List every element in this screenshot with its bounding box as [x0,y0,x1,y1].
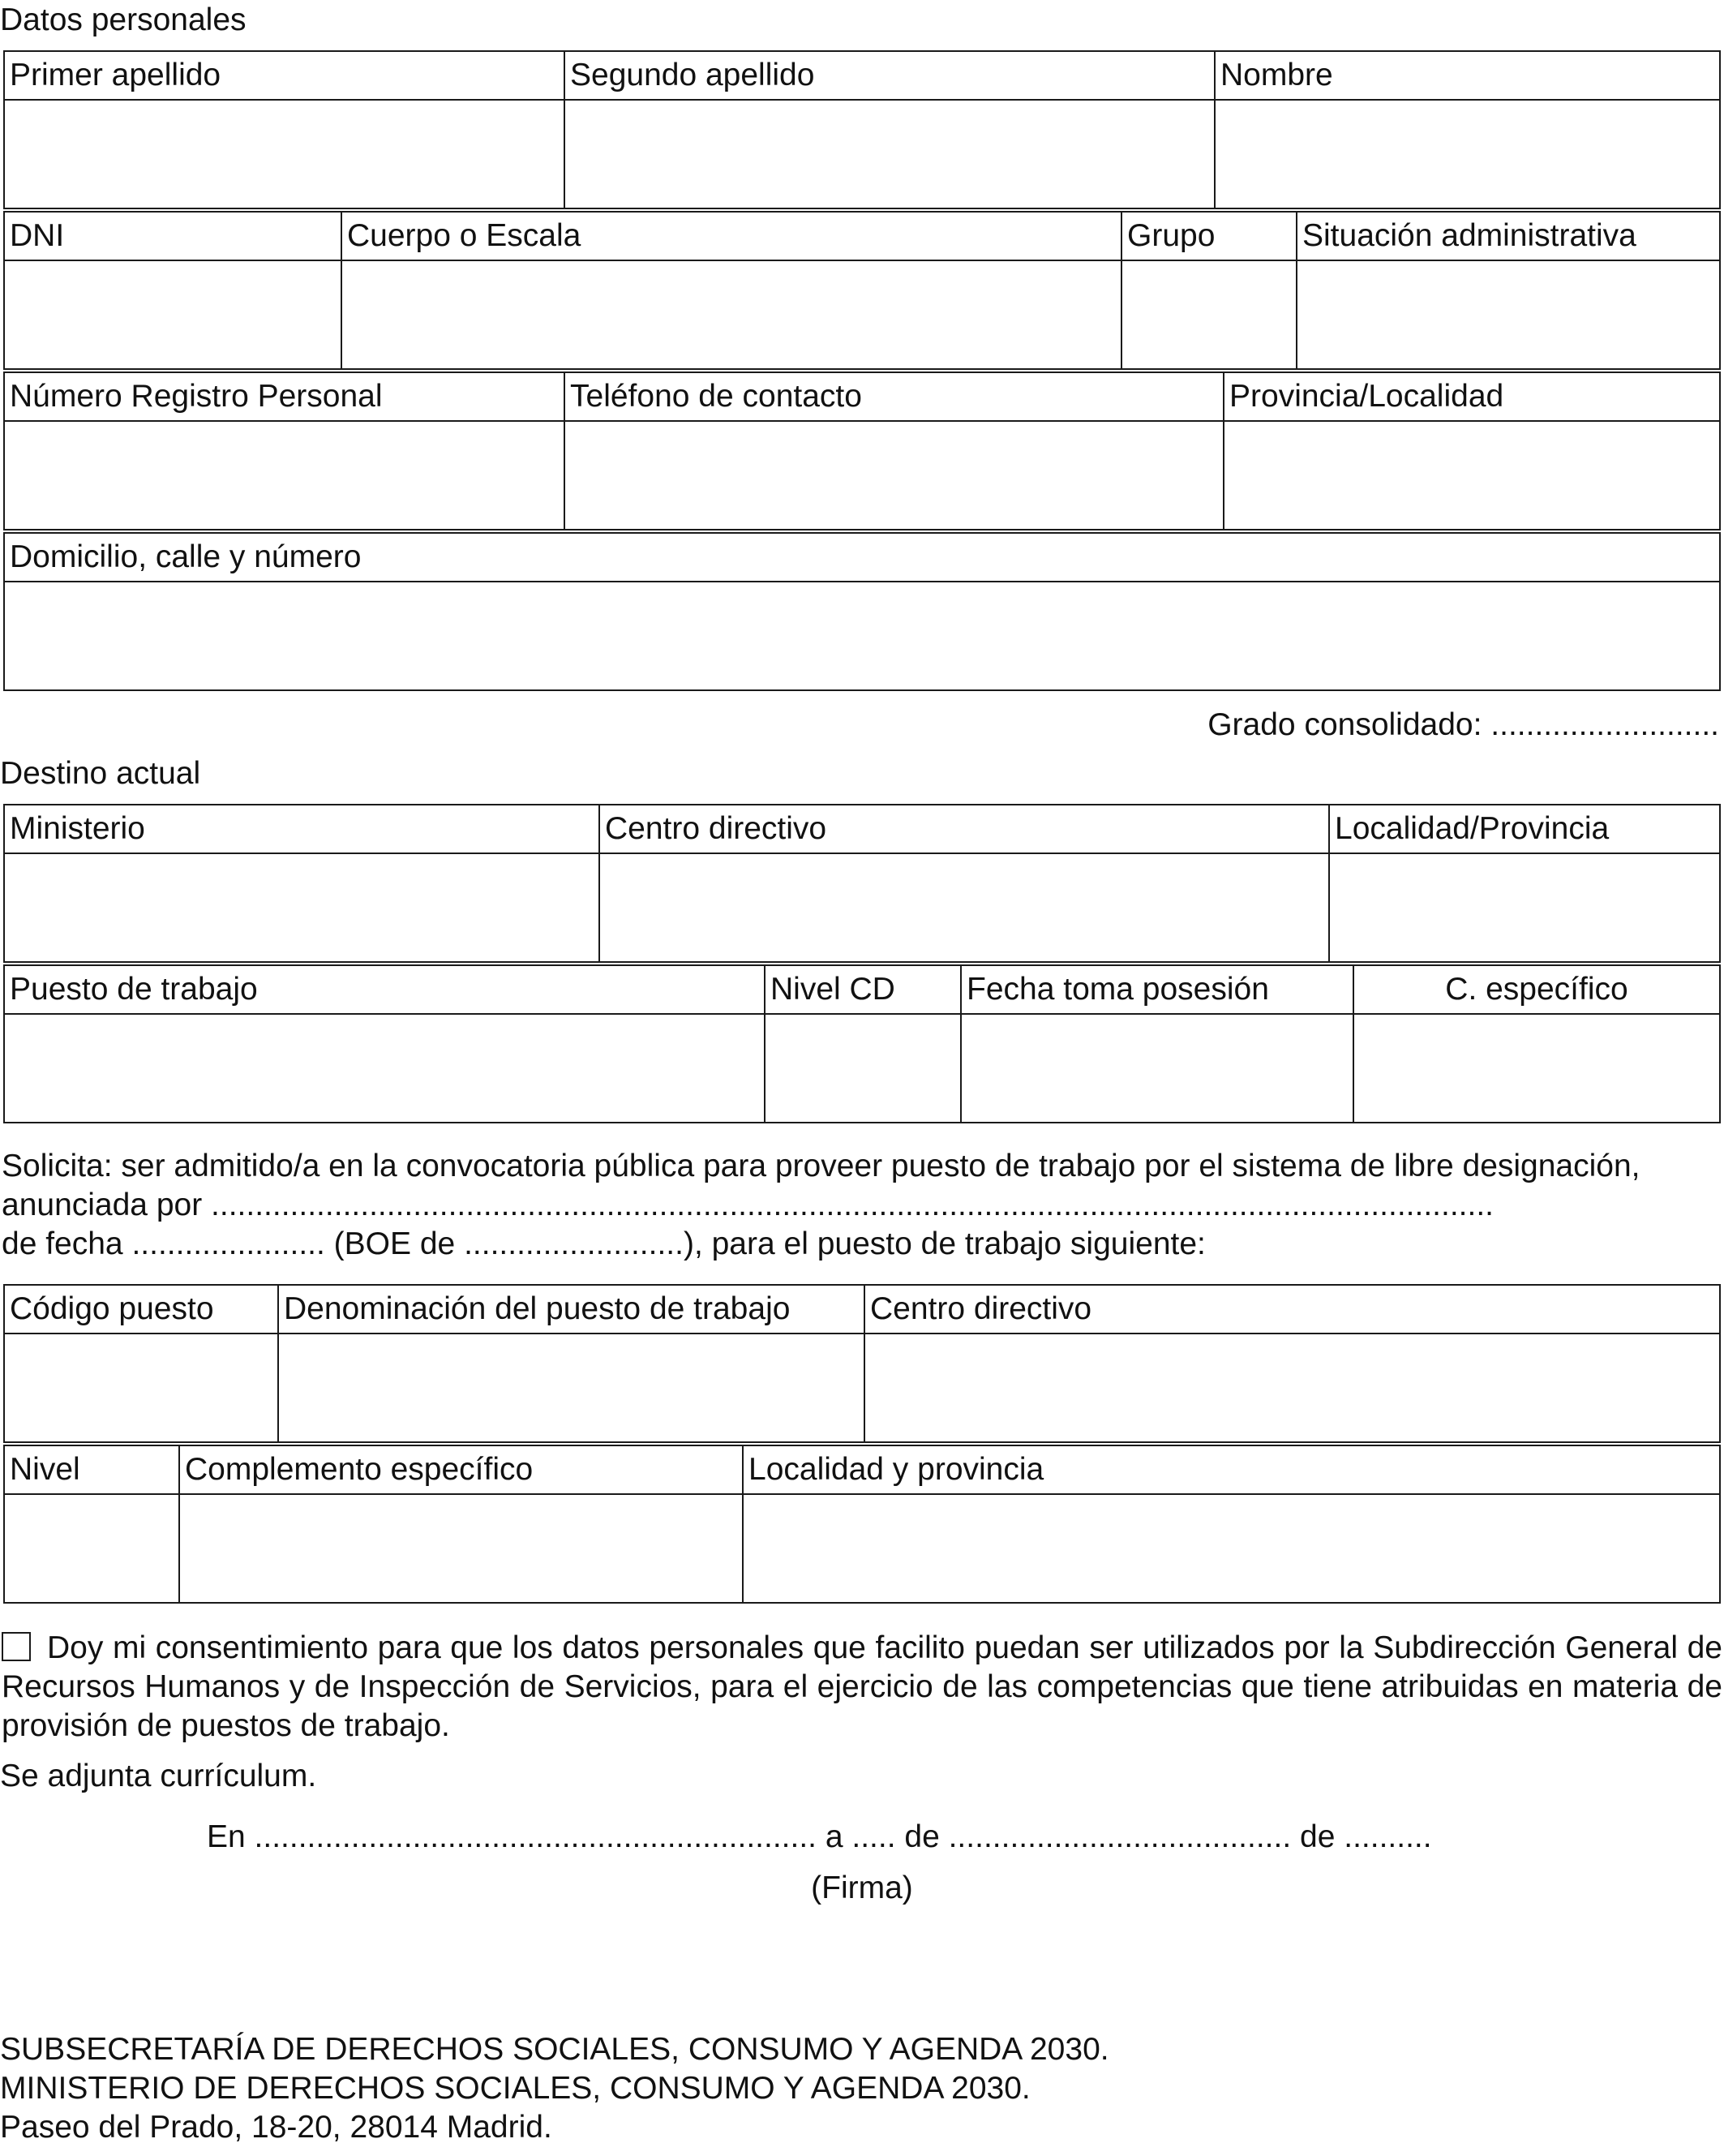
section-heading-destino-actual: Destino actual [0,756,201,791]
footer-line-1: SUBSECRETARÍA DE DERECHOS SOCIALES, CONSUMO Y AGENDA 2030. [0,2032,1109,2067]
field-codigo-puesto[interactable] [4,1334,278,1442]
label-centro-directivo: Centro directivo [599,805,1329,853]
label-c-especifico: C. específico [1353,965,1720,1014]
field-telefono-contacto[interactable] [564,421,1224,530]
field-nivel[interactable] [4,1494,179,1603]
lugar-fecha-line: En ................................................................ a ..... de ....................................... de .......... [207,1819,1432,1854]
datos-personales-table-4 [3,532,1721,691]
label-denominacion-puesto: Denominación del puesto de trabajo [278,1285,864,1334]
field-centro-directivo-actual[interactable] [599,853,1329,962]
solicita-paragraph [2,1147,1722,1264]
consentimiento-paragraph [2,1629,1722,1746]
label-numero-registro-personal: Número Registro Personal [4,372,564,421]
consent-checkbox[interactable] [2,1632,31,1661]
adjunta-curriculum: Se adjunta currículum. [0,1759,317,1793]
field-grupo[interactable] [1121,260,1297,369]
label-telefono-contacto: Teléfono de contacto [564,372,1224,421]
datos-personales-table-3 [3,372,1721,530]
label-ministerio: Ministerio [4,805,599,853]
label-fecha-toma-posesion: Fecha toma posesión [961,965,1353,1014]
field-complemento-especifico[interactable] [179,1494,743,1603]
field-provincia-localidad[interactable] [1224,421,1720,530]
solicita-line-1: Solicita: ser admitido/a en la convocatoria pública para proveer puesto de trabajo por el sistema de libre designación, [2,1149,1640,1183]
field-denominacion-puesto[interactable] [278,1334,864,1442]
label-codigo-puesto: Código puesto [4,1285,278,1334]
label-situacion-administrativa: Situación administrativa [1297,212,1720,260]
consent-text: Doy mi consentimiento para que los datos personales que facilito puedan ser utilizados por la Subdirección General de Recursos Humanos y de Inspección de Servicios, para el ejercicio de las competencias que tiene atribuidas en materia de provisión de puestos de trabajo. [2,1630,1722,1743]
field-domicilio[interactable] [4,582,1720,690]
field-dni[interactable] [4,260,341,369]
label-nombre: Nombre [1215,51,1720,100]
label-nivel-cd: Nivel CD [765,965,961,1014]
label-grupo: Grupo [1121,212,1297,260]
label-localidad-y-provincia: Localidad y provincia [743,1445,1720,1494]
field-situacion-administrativa[interactable] [1297,260,1720,369]
field-c-especifico[interactable] [1353,1014,1720,1123]
field-localidad-provincia-actual[interactable] [1329,853,1720,962]
datos-personales-table-1 [3,50,1721,209]
puesto-solicitado-table-1 [3,1284,1721,1443]
footer-line-2: MINISTERIO DE DERECHOS SOCIALES, CONSUMO Y AGENDA 2030. [0,2071,1031,2106]
grado-consolidado: Grado consolidado: .......................... [1207,707,1719,742]
label-domicilio: Domicilio, calle y número [4,533,1720,582]
field-primer-apellido[interactable] [4,100,564,208]
label-primer-apellido: Primer apellido [4,51,564,100]
label-nivel: Nivel [4,1445,179,1494]
field-localidad-y-provincia[interactable] [743,1494,1720,1603]
field-nombre[interactable] [1215,100,1720,208]
field-nivel-cd[interactable] [765,1014,961,1123]
field-cuerpo-escala[interactable] [341,260,1121,369]
firma-label: (Firma) [811,1870,913,1905]
label-complemento-especifico: Complemento específico [179,1445,743,1494]
label-provincia-localidad: Provincia/Localidad [1224,372,1720,421]
solicita-line-2: anunciada por .................................................................................................................................................. [2,1188,1495,1222]
destino-actual-table-2 [3,964,1721,1123]
section-heading-datos-personales: Datos personales [0,2,247,37]
label-dni: DNI [4,212,341,260]
solicita-line-3: de fecha ...................... (BOE de .........................), para el puesto de trabajo siguiente: [2,1226,1206,1261]
label-cuerpo-escala: Cuerpo o Escala [341,212,1121,260]
puesto-solicitado-table-2 [3,1445,1721,1604]
datos-personales-table-2 [3,211,1721,370]
field-centro-directivo-solicitado[interactable] [864,1334,1720,1442]
field-fecha-toma-posesion[interactable] [961,1014,1353,1123]
label-localidad-provincia: Localidad/Provincia [1329,805,1720,853]
label-segundo-apellido: Segundo apellido [564,51,1215,100]
destino-actual-table-1 [3,804,1721,963]
field-puesto-trabajo-actual[interactable] [4,1014,765,1123]
label-puesto-trabajo: Puesto de trabajo [4,965,765,1014]
field-segundo-apellido[interactable] [564,100,1215,208]
field-ministerio[interactable] [4,853,599,962]
field-numero-registro-personal[interactable] [4,421,564,530]
label-centro-directivo-solicitado: Centro directivo [864,1285,1720,1334]
footer-line-3: Paseo del Prado, 18-20, 28014 Madrid. [0,2110,552,2145]
